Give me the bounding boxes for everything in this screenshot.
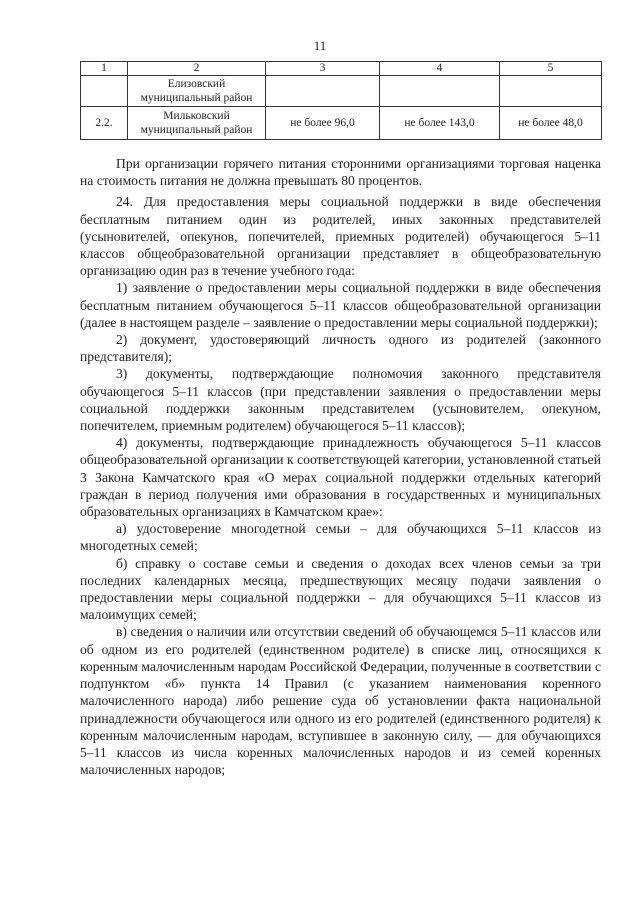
- column-header: 2: [128, 62, 266, 76]
- paragraph: а) удостоверение многодетной семьи – для обучающихся 5–11 классов из многодетных семей;: [80, 521, 601, 554]
- column-header: 5: [500, 62, 602, 76]
- table-cell: Елизовский муниципальный район: [128, 76, 266, 107]
- column-header: 3: [266, 62, 380, 76]
- table-cell: 2.2.: [81, 107, 128, 140]
- paragraph: 4) документы, подтверждающие принадлежность обучающегося 5–11 классов общеобразовательной организации к соответствующей категории, установленной статьей 3 Закона Камчатского края «О мерах социальной поддержки отдельных категорий граждан в период получения ими образования в государственных и муниципальных образовательных организациях в Камчатском крае»:: [80, 435, 601, 520]
- paragraph: 2) документ, удостоверяющий личность одного из родителей (законного представителя);: [80, 332, 601, 365]
- paragraph: б) справку о составе семьи и сведения о доходах всех членов семьи за три последних календарных месяца, предшествующих месяцу подачи заявления о предоставлении меры социальной поддержки – для обучающихся 5–11 классов из малоимущих семей;: [80, 555, 601, 623]
- table-cell: [266, 76, 380, 107]
- column-header: 4: [380, 62, 500, 76]
- table-header-row: [81, 62, 602, 76]
- table-cell: не более 96,0: [266, 107, 380, 140]
- table-cell: Мильковский муниципальный район: [128, 107, 266, 140]
- data-table: [80, 61, 602, 140]
- document-body: [80, 155, 601, 778]
- page-number: 11: [313, 38, 327, 53]
- table-cell: [500, 76, 602, 107]
- paragraph: 24. Для предоставления меры социальной поддержки в виде обеспечения бесплатным питанием один из родителей, иных законных представителей (усыновителей, опекунов, попечителей, приемных родителей) обучающегося 5–11 классов общеобразовательной организации представляет в общеобразовательную организацию один раз в течение учебного года:: [80, 194, 601, 279]
- paragraph: 3) документы, подтверждающие полномочия законного представителя обучающегося 5–11 классов (при представлении заявления о предоставлении меры социальной поддержки законным представителем (усыновителем, опекуном, попечителем, приемным родителем) обучающегося 5–11 классов);: [80, 366, 601, 434]
- paragraph: 1) заявление о предоставлении меры социальной поддержки в виде обеспечения бесплатным питанием обучающегося 5–11 классов общеобразовательной организации (далее в настоящем разделе – заявление о предоставлении меры социальной поддержки);: [80, 280, 601, 330]
- paragraph: При организации горячего питания сторонними организациями торговая наценка на стоимость питания не должна превышать 80 процентов.: [80, 156, 601, 189]
- table-row: [81, 107, 602, 140]
- table-cell: [380, 76, 500, 107]
- column-header: 1: [81, 62, 128, 76]
- table-cell: не более 143,0: [380, 107, 500, 140]
- paragraph: в) сведения о наличии или отсутствии сведений об обучающемся 5–11 классов или об одном из его родителей (единственном родителе) в списке лиц, относящихся к коренным малочисленным народам Российской Федерации, полученные в соответствии с подпунктом «б» пункта 14 Правил (с указанием наименования коренного малочисленного народа) либо решение суда об установлении факта национальной принадлежности обучающегося или одного из его родителей (единственного родителя) к коренным малочисленным народам, вступившее в законную силу, — для обучающихся 5–11 классов из числа коренных малочисленных народов и из семей коренных малочисленных народов;: [80, 624, 601, 778]
- table-row: [81, 76, 602, 107]
- table-cell: не более 48,0: [500, 107, 602, 140]
- table-cell: [81, 76, 128, 107]
